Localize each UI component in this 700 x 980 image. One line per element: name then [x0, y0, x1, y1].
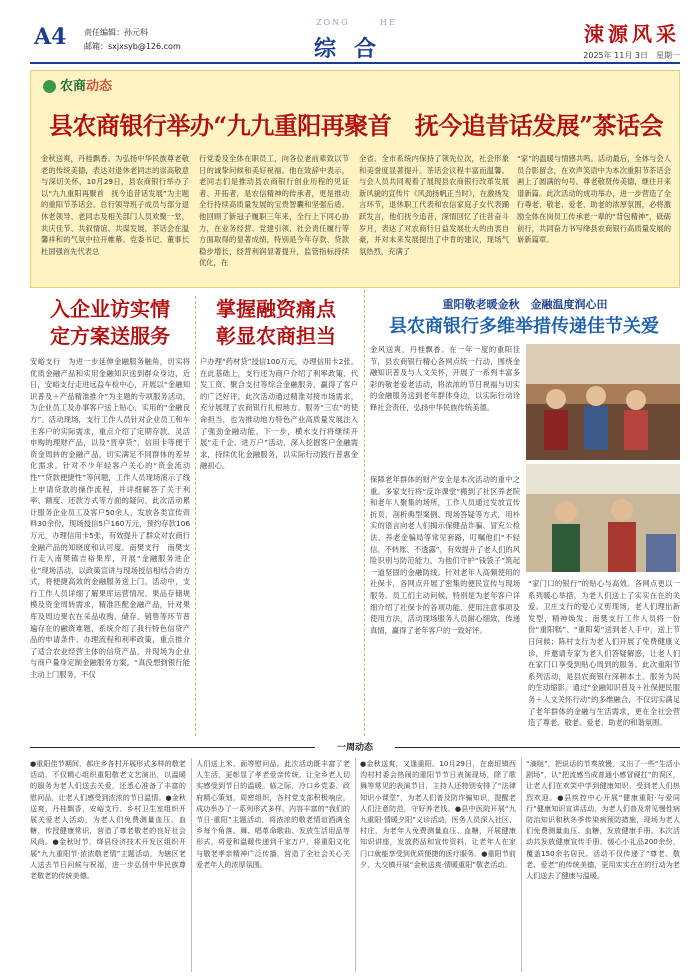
- right-kicker: 重阳敬老暖金秋 金融温度润心田: [442, 298, 608, 311]
- top-story-col-1: 金秋送爽，丹桂飘香。为弘扬中华民族尊老敬老的传统美德，表达对退休老同志的崇高敬意与深切关怀，10月29日，县农商银行举办了以“九九重阳再聚首 抚今追昔话发展”为主题的重阳节茶话会。总行领导班子成员与部分退休老领导、老同志及相关部门人员欢聚一堂，共庆佳节、共叙情谊、共谋发展。茶话会在温馨祥和的气氛中拉开帷幕。党委书记、董事长杜国强首先代表总: [41, 154, 189, 256]
- weekly-news-bar: [30, 740, 680, 754]
- left-headline: [30, 296, 190, 350]
- top-story-col-4: “家”的温暖与情感共鸣。活动最后，全体与会人员合影留念，在欢声笑语中为本次重阳节茶话会画上了圆满的句号。尊老敬贤传美德，继往开来谱新篇。此次活动的成功举办，进一步营造了全行尊老、敬老、爱老、助老的浓厚氛围，必将激励全体在岗员工传承老一辈的“背包精神”，砥砺前行，共同奋力书写绛县农商银行高质量发展的崭新篇章。: [517, 154, 671, 245]
- rule: [395, 747, 680, 748]
- top-headline: 县农商银行举办“九九重阳再聚首 抚今追昔话发展”茶话会: [48, 111, 664, 140]
- leaf-icon: [43, 80, 56, 93]
- zong-label: ZONG: [316, 18, 350, 27]
- left-headline-line-2: 定方案送服务: [50, 324, 170, 348]
- middle-story-body: 户办理“药材贷”授信100万元，办理信用卡2张。在此基础上，支行还为商户介绍了利率政策、代发工资、聚合支付等综合金融服务，赢得了客户的广泛好评。此次活动通过精准对接市场需求，充分展现了农商银行扎根地方、服务“三农”的使命担当，也为推动地方特色产业高质量发展注入了强劲金融动能。下一步，横水支行将继续开展“走千企、进万户”活动，深入挖掘客户金融需求，持续优化金融服务，以实际行动践行普惠金融初心。: [200, 357, 358, 471]
- top-story-col-2: 行党委及全体在职员工，向各位老前辈致以节日的诚挚问候和美好祝福。他在致辞中表示，老同志们是推动县农商银行创业历程的见证者、开拓者，是农信精神的传承者，更是推动全行持续高质量发展的宝贵智囊和坚强后盾。他回顾了新冠子履职三年来，全行上下同心协力，在业务经营、党建引领、社会责任履行等方面取得的显著成绩，特别是今年存款、贷款稳步增长，经营利润显著提升，监管指标持续优化，在: [199, 154, 349, 268]
- column-tag: [43, 75, 112, 94]
- section-title: 综合: [314, 36, 395, 62]
- brief-col-3: ●金秋送爽，又逢重阳。10月29日，在南垣镇西沟村村委会热闹的重阳节节日表演现场，除了歌舞等常见的表演节目，主持人还特别安排了“法律知识小课堂”，为老人们普及防诈骗知识，提醒老人们注意防范，守好养老钱。●县中医院开展“九九重阳·情暖夕阳”义诊活动，医务人员深入社区、村庄，为老年人免费测量血压、血糖，开展健康知识讲座，发放药品和宣传资料，让老年人在家门口就能享受到优质便捷的医疗服务。●重阳节前夕，大交镇开展“金秋送爽·情暖重阳”敬老活动。: [360, 759, 516, 869]
- editor-name: 责任编辑：孙元科: [84, 28, 148, 37]
- brief-col-1: ●重阳佳节期间，郝庄乡各村开展形式多样的敬老活动，不仅精心组织重阳敬老文艺演出，以温暖的服务为老人们送去关爱，还悉心准备了丰富的慰问品，让老人们感受到浓浓的节日温情。●金秋送爽，丹桂飘香，安峪支行、乡村卫生室组织开展关爱老人活动，为老人们免费测量血压、血糖，传授健康常识，营造了尊老敬老的良好社会风尚。●金秋时节，绛县经济技术开发区组织开展“九九重阳节·浓浓敬老情”主题活动，为辖区老人送去节日问候与祝福，进一步弘扬中华民族尊老敬老的传统美德。: [30, 759, 186, 881]
- column-tag-main: 农商: [60, 79, 87, 94]
- right-col-b: “家门口的银行”的贴心与高效。各网点更以一系列暖心举措，为老人们送上了实实在在的关爱。卫庄支行的爱心义剪现场，老人们理出新发型，精神焕发；南樊支行工作人员将一份份“重阳糕”、“重阳菊”送到老人手中，送上节日问候；陈村支行为老人们开展了免费健康义诊，并邀请专家为老人们答疑解惑，让老人们在家门口享受到贴心周到的服务。此次重阳节系列活动，是县农商银行深耕本土、服务为民的生动缩影。通过“金融知识普及＋社保便民服务＋人文关怀行动”的多维融合，不仅切实满足了老年群体的金融与生活需求，更在全社会营造了尊老、敬老、爱老、助老的和谐氛围。: [528, 579, 680, 728]
- photo-elderly-event: [526, 344, 680, 460]
- top-story: [30, 70, 680, 288]
- left-story-body: 安峪支行 为进一步延伸金融服务触角，切实将优质金融产品和实用金融知识送到群众身边，近日，安峪支行走进远益车检中心，开展以“金融知识普及＋产品精准推介”为主题的专项服务活动，为企业员工及办事客户送上贴心、实用的“金融良方”。活动现场，支行工作人员针对企业员工和车主客户的实际需求，重点介绍了定期存款、灵活申购的理财产品，以及“晋享贷”、信用卡等便于资金周转的金融产品，切实满足不同群体的差异化需求。针对不少年轻客户关心的“资金流动性”“贷款便捷性”等问题，工作人员现场演示了线上申请贷款的操作流程，并详细解答了关于利率、额度、还款方式等方面的疑问。此次活动累计服务企业员工及客户50余人，发放各类宣传资料30余份，现场授信5户160万元，预约存款106万元，办理信用卡5张，有效提升了群众对农商行金融产品的知晓度和认可度。南樊支行 南樊支行走入南樊镇吉裕果库，开展“金融服务进企业”现场活动，以政策宣讲与现场授信相结合的方式，将便捷高效的金融服务送上门。活动中，支行工作人员详细了解果库运营情况、果品存储规模及资金周转需求，精准匹配金融产品，针对果库及周边果农在采品收购、储存、销售等环节普遍存在的融资难题，系统介绍了我行特色信贷产品的申请条件、办理流程和利率政策，重点推介了适合农业经营主体的信贷产品，并现场为企业与商户量身定制金融服务方案。“真没想到银行能主动上门服务，不仅: [30, 357, 190, 680]
- middle-headline-line-1: 掌握融资痛点: [216, 297, 336, 321]
- middle-headline-line-2: 彰显农商担当: [216, 324, 336, 348]
- brief-col-2: 人们送上米、面等慰问品。此次活动既丰富了老人生活，更彰显了孝老爱亲传统，让全乡老人切实感受到节日的温暖。临之际，冷口乡党委、政府精心策划，周密组织，各村党支部积极响应，成功举办了一系列形式多样、内容丰富的“我们的节日·重阳”主题活动，将浓浓的敬老情谊洒满全乡每个角落。舞、唱革命歌曲、发放生活用品等形式，将爱和温暖传递到千家万户，将重阳文化与敬老孝亲精神广泛传播，营造了全社会关心关爱老年人的浓厚氛围。: [196, 759, 350, 869]
- right-col-a: 保障老年群体的财产安全是本次活动的重中之重。多家支行将“反诈课堂”搬到了社区养老院和老年人聚集的场所，工作人员通过发放宣传折页、剖析典型案例、现场答疑等方式，用朴实的语言向老人们揭示保健品诈骗、冒充公检法、养老金骗局等常见套路，叮嘱他们“不轻信、不转账、不透露”，有效提升了老人们的风险识别与防范能力，为他们守护“钱袋子”筑起一道坚固的金融防线。针对老年人高频使用的社保卡，各网点开展了密集的便民宣传与现场服务。员工们主动问候，特别是为老年客户详细介绍了社保卡的各项功能、使用注意事项及使用方法，活动现场服务人员耐心细致，传递真情，赢得了老年客户的一致好评。: [370, 475, 520, 635]
- brief-divider: [191, 758, 192, 972]
- brief-col-4: “滴哒”，把说话的节奏放慢，又出了一些“生活小剧场”，认“把流感当成普通小感冒硬扛”的误区，让老人们在欢笑中学到健康知识，受到老人们热烈欢迎。●县疾控中心开展“健康重阳·与爱同行”健康知识宣讲活动，为老人们普及常见慢性病防治知识和秋冬季传染病预防措施，现场为老人们免费测量血压、血糖，发放健康手册。本次活动共发放健康宣传手册、缓心小礼品200余份，覆盖150余名居民。活动不仅传递了“尊老、敬老、爱老”的传统美德，更用实实在在的行动为老人们送去了健康与温暖。: [526, 759, 680, 881]
- photo-bank-service: [526, 464, 680, 572]
- column-divider: [195, 296, 196, 736]
- publication-brand: 涑源风采: [584, 22, 680, 46]
- right-intro: 金风送爽，丹桂飘香。在一年一度的重阳佳节，县农商银行精心各网点统一行动，围绕金融知识普及与人文关怀，开展了一系列丰富多彩的敬老爱老活动，将浓浓的节日祝福与切实的金融服务送到老年群体身边，以实际行动诠释社会责任，弘扬中华民族传统美德。: [370, 345, 520, 412]
- right-headline: 县农商银行多维举措传递佳节关爱: [389, 316, 659, 337]
- brief-divider: [521, 758, 522, 972]
- column-divider: [364, 290, 365, 736]
- masthead: [30, 14, 680, 64]
- left-headline-line-1: 入企业访实情: [50, 297, 170, 321]
- middle-headline: [196, 296, 356, 350]
- issue-date: 2025年 11月 3日 星期一: [583, 51, 680, 60]
- page-label: A4: [34, 24, 67, 50]
- he-label: HE: [380, 18, 397, 27]
- top-story-col-3: 全省、全市系统内保持了领先位次，社会形象和美誉度显著提升。茶话会议程丰富而温馨。与会人员共同观看了展现县农商银行改革发展新风貌的宣传片《风劲扬帆正当时》，在激扬发言环节，退休职工代表和农信家庭子女代表踊跃发言，他们抚今追昔，深情回忆了往昔奋斗岁月，表达了对农商行日益发展壮大的由衷自豪，并对未来发展提出了中肯的建议，现场气氛热烈，充满了: [359, 154, 509, 256]
- weekly-news-title: 一周动态: [320, 740, 390, 753]
- rule: [30, 747, 315, 748]
- column-tag-accent: 动态: [86, 79, 113, 94]
- editor-info: [84, 26, 181, 54]
- brief-divider: [355, 758, 356, 972]
- editor-email: 邮箱：sxjxsyb@126.com: [84, 42, 181, 51]
